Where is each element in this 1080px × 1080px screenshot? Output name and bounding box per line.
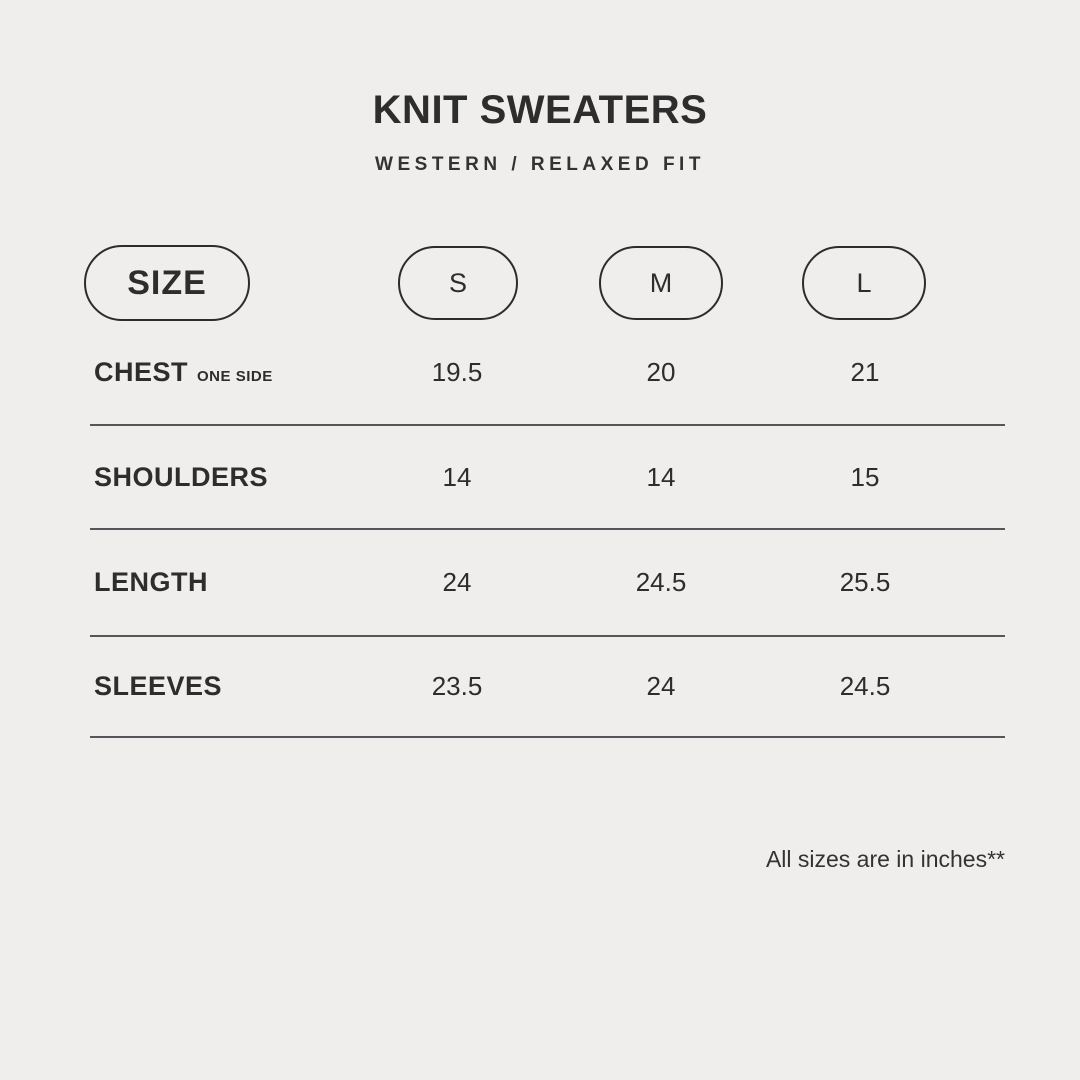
row-header	[90, 462, 355, 493]
cell-sleeves-m: 24	[646, 671, 676, 701]
row-sublabel: ONE SIDE	[197, 367, 273, 385]
row-label: CHEST	[94, 356, 189, 387]
cell-length-m: 24.5	[635, 567, 687, 597]
cell-sleeves-s: 23.5	[431, 671, 483, 701]
units-footnote: All sizes are in inches**	[765, 846, 1005, 872]
cell-chest-l: 21	[850, 356, 880, 387]
row-label: LENGTH	[94, 567, 208, 597]
row-header	[90, 671, 355, 702]
size-column-header-pill: SIZE	[84, 245, 250, 321]
table-row-sleeves	[90, 637, 1005, 738]
row-header	[90, 357, 355, 388]
size-pill-m: M	[599, 246, 723, 320]
size-table	[90, 320, 1005, 738]
size-pill-l: L	[802, 246, 926, 320]
row-label: SLEEVES	[94, 671, 223, 701]
cell-shoulders-s: 14	[442, 461, 472, 492]
cell-sleeves-l: 24.5	[839, 671, 891, 701]
size-pill-s: S	[398, 246, 518, 320]
cell-chest-s: 19.5	[431, 356, 483, 387]
cell-length-s: 24	[442, 567, 472, 597]
cell-chest-m: 20	[646, 356, 676, 387]
page-title: KNIT SWEATERS	[372, 88, 708, 132]
cell-shoulders-l: 15	[850, 461, 880, 492]
page-subtitle: WESTERN / RELAXED FIT	[375, 154, 705, 175]
table-row-length	[90, 530, 1005, 637]
row-label: SHOULDERS	[94, 461, 269, 492]
cell-shoulders-m: 14	[646, 461, 676, 492]
table-row-shoulders	[90, 426, 1005, 530]
cell-length-l: 25.5	[839, 567, 891, 597]
table-row-chest	[90, 320, 1005, 426]
row-header	[90, 567, 355, 598]
